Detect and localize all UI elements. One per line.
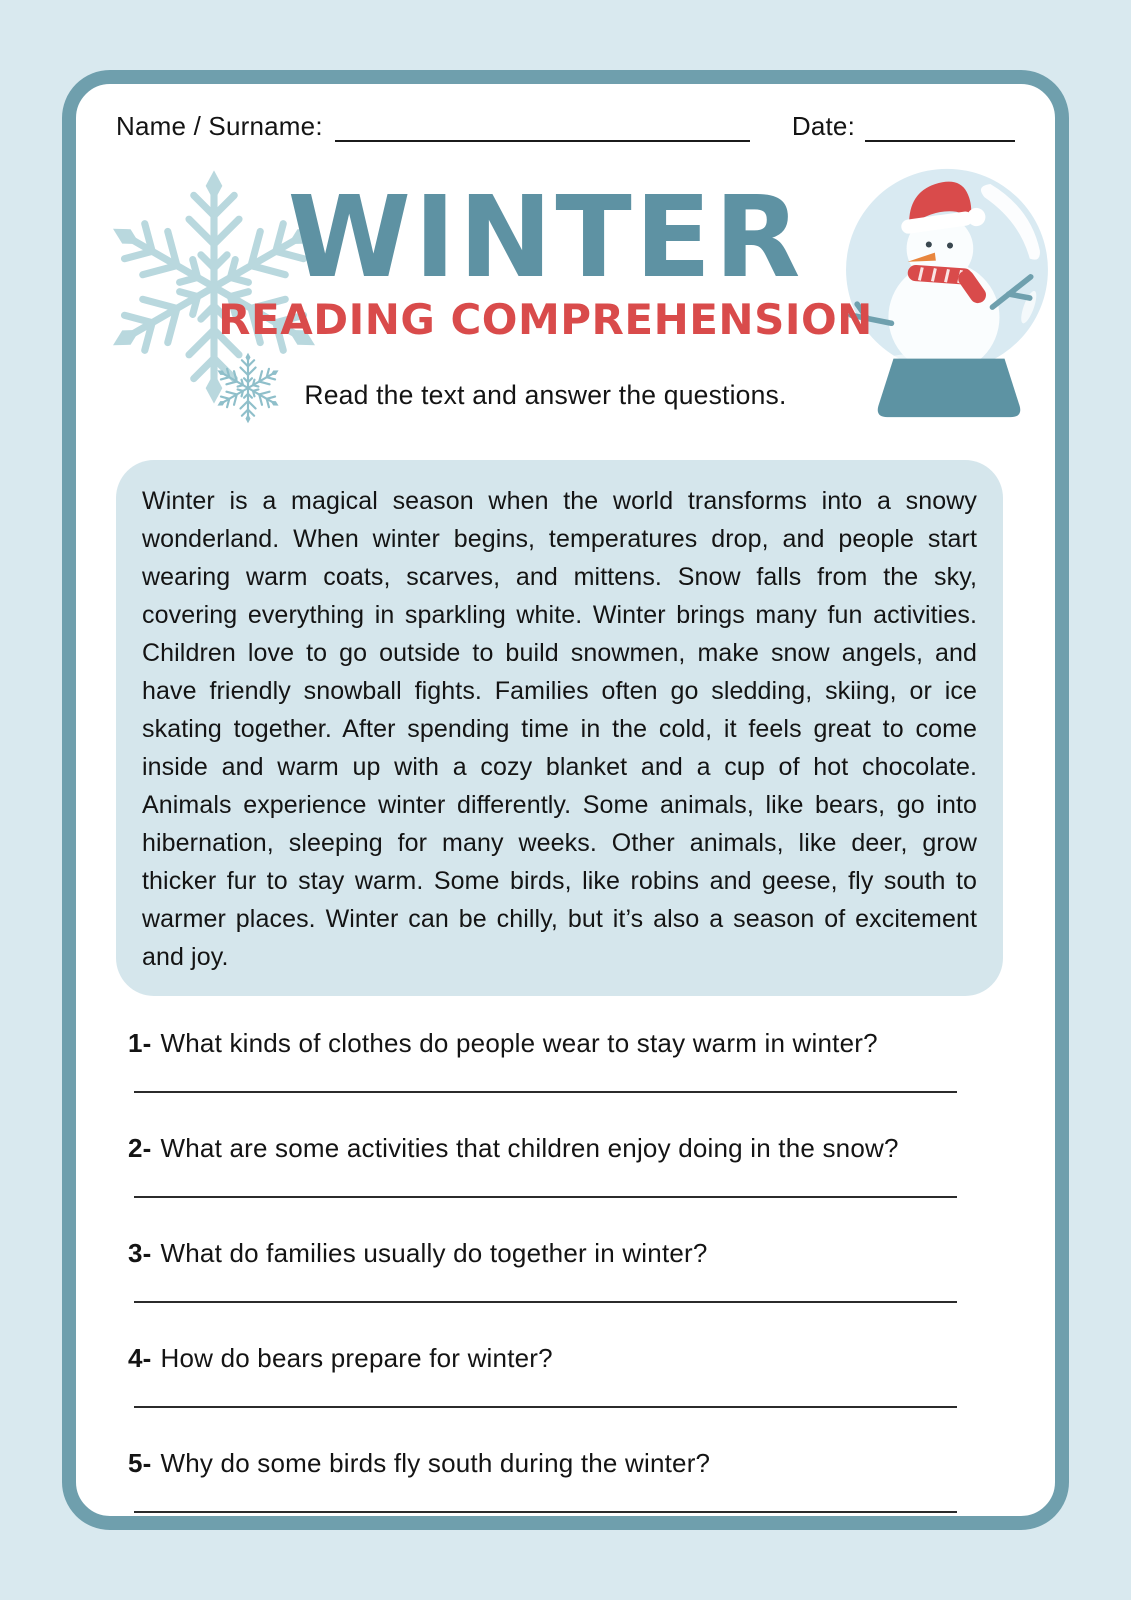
date-input-line[interactable]	[865, 110, 1015, 142]
question-4	[128, 1343, 1015, 1374]
header-row	[116, 106, 1015, 142]
date-label: Date:	[791, 111, 855, 141]
worksheet-card	[62, 70, 1069, 1530]
answer-line-4[interactable]	[134, 1406, 957, 1408]
answer-line-1[interactable]	[134, 1091, 957, 1093]
name-input-line[interactable]	[335, 110, 750, 142]
question-5	[128, 1448, 1015, 1479]
worksheet-title: WINTER	[287, 173, 804, 303]
reading-passage: Winter is a magical season when the world transforms into a snowy wonderland. When winter begins, temperatures drop, and people start wearing warm coats, scarves, and mittens. Snow falls from the sky, covering everything in sparkling white. Winter brings many fun activities. Children love to go outside to build snowmen, make snow angels, and have friendly snowball fights. Families often go sledding, skiing, or ice skating together. After spending time in the cold, it feels great to come inside and warm up with a cozy blanket and a cup of hot chocolate. Animals experience winter differently. Some animals, like bears, go into hibernation, sleeping for many weeks. Other animals, like deer, grow thicker fur to stay warm. Some birds, like robins and geese, fly south to warmer places. Winter can be chilly, but it’s also a season of excitement and joy.	[116, 460, 1003, 996]
title-block	[76, 173, 1015, 411]
question-number: 2-	[128, 1133, 152, 1163]
question-text: Why do some birds fly south during the winter?	[160, 1448, 711, 1478]
question-number: 1-	[128, 1028, 152, 1058]
question-2	[128, 1133, 1015, 1164]
question-number: 5-	[128, 1448, 152, 1478]
question-text: How do bears prepare for winter?	[160, 1343, 553, 1373]
question-text: What kinds of clothes do people wear to stay warm in winter?	[160, 1028, 878, 1058]
instruction-text: Read the text and answer the questions.	[304, 380, 787, 411]
name-surname-label: Name / Surname:	[116, 111, 323, 141]
answer-line-5[interactable]	[134, 1511, 957, 1513]
question-number: 4-	[128, 1343, 152, 1373]
question-number: 3-	[128, 1238, 152, 1268]
question-1	[128, 1028, 1015, 1059]
answer-line-2[interactable]	[134, 1196, 957, 1198]
question-text: What are some activities that children enjoy doing in the snow?	[160, 1133, 899, 1163]
worksheet-subtitle: READING COMPREHENSION	[218, 295, 873, 344]
question-3	[128, 1238, 1015, 1269]
answer-line-3[interactable]	[134, 1301, 957, 1303]
question-text: What do families usually do together in winter?	[160, 1238, 708, 1268]
